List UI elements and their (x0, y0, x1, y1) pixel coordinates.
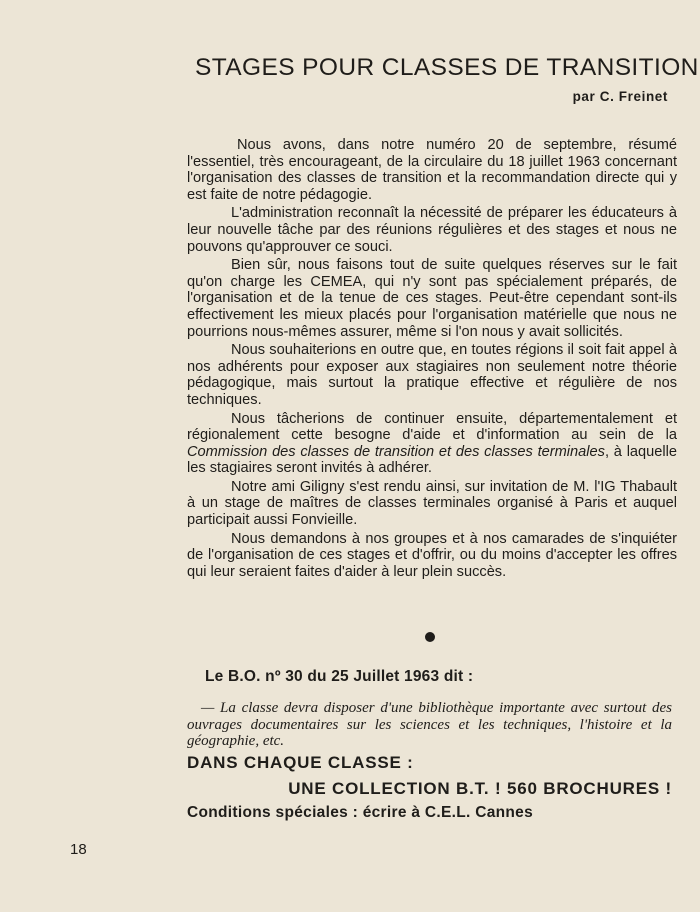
article-byline: par C. Freinet (572, 89, 668, 104)
paragraph-5 (187, 411, 677, 477)
paragraph-3: Bien sûr, nous faisons tout de suite quelques réserves sur le fait qu'on charge les CEMEA, qui n'y sont pas spécialement préparés, de l'organisation et de la tenue de ces stages. Peut-être cependant sont-ils effectivement les mieux placés pour l'organisation matérielle que nous ne pourrions nous-mêmes assurer, même si l'on nous y avait sollicités. (187, 257, 677, 340)
paragraph-1: Nous avons, dans notre numéro 20 de septembre, résumé l'essentiel, très encourageant, de la circulaire du 18 juillet 1963 concernant l'organisation des classes de transition et la recommandation directe qui y est faite de notre pédagogie. (187, 137, 677, 203)
bo-notice-heading: Le B.O. nº 30 du 25 Juillet 1963 dit : (205, 668, 474, 685)
collection-line-2: UNE COLLECTION B.T. ! 560 BROCHURES ! (288, 779, 672, 798)
collection-line-1: DANS CHAQUE CLASSE : (187, 753, 414, 772)
article-body (187, 137, 677, 582)
page-number: 18 (70, 841, 87, 858)
article-title: STAGES POUR CLASSES DE TRANSITION (195, 54, 699, 82)
commission-name: Commission des classes de transition et des classes terminales (187, 443, 605, 460)
paragraph-5-start: Nous tâcherions de continuer ensuite, départementalement et régionalement cette besogne d'aide et d'information au sein de la (187, 410, 677, 444)
paragraph-2: L'administration reconnaît la nécessité de préparer les éducateurs à leur nouvelle tâche par des réunions régulières et des stages et nous ne pouvons qu'approuver ce souci. (187, 205, 677, 255)
paragraph-4: Nous souhaiterions en outre que, en toutes régions il soit fait appel à nos adhérents pour exposer aux stagiaires non seulement notre théorie pédagogique, mais surtout la pratique effective et régulière de nos techniques. (187, 342, 677, 408)
bo-notice-quote: — La classe devra disposer d'une bibliothèque importante avec surtout des ouvrages documentaires sur les sciences et les techniques, l'histoire et la géographie, etc. (187, 700, 672, 749)
paragraph-7: Nous demandons à nos groupes et à nos camarades de s'inquiéter de l'organisation de ces stages et d'offrir, ou du moins d'accepter les offres qui leur seraient faites d'aider à leur plein succès. (187, 530, 677, 580)
paragraph-5-end: , à laquelle les stagiaires seront invités à adhérer. (187, 443, 677, 477)
paragraph-6: Notre ami Giligny s'est rendu ainsi, sur invitation de M. l'IG Thabault à un stage de maîtres de classes terminales organisé à Paris et auquel participait aussi Fonvieille. (187, 478, 677, 529)
conditions-line: Conditions spéciales : écrire à C.E.L. Cannes (187, 804, 533, 821)
separator-bullet (425, 632, 435, 642)
